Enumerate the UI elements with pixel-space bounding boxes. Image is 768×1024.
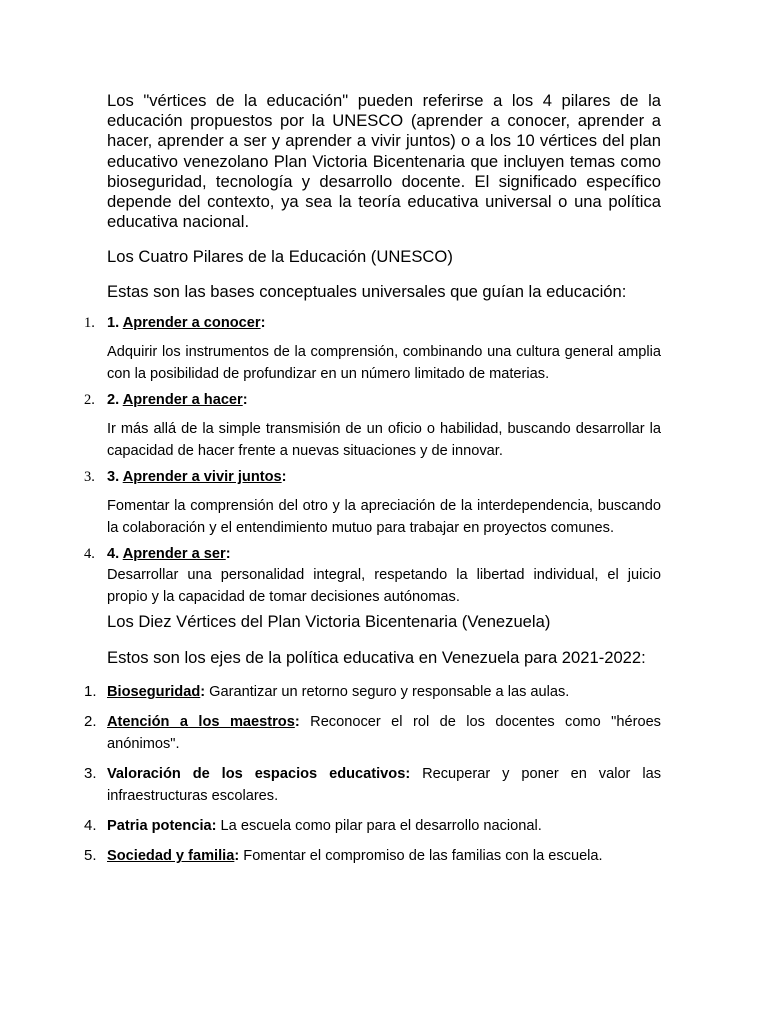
pillar-title [107, 313, 661, 333]
vertex-description: Recuperar y poner en valor las infraestructuras escolares. [107, 766, 661, 805]
vertex-colon: : [234, 848, 240, 865]
vertex-colon: : [200, 684, 206, 701]
pillar-number: 3. [107, 469, 123, 486]
vertex-term: Sociedad y familia [107, 848, 235, 865]
list-number: 4. [84, 817, 97, 835]
pillar-description: Ir más allá de la simple transmisión de un oficio o habilidad, buscando desarrollar la capacidad de hacer frente a nuevas situaciones y de innovar. [107, 421, 661, 460]
list-number: 1. [84, 315, 95, 332]
list-item [84, 390, 661, 462]
pillar-description: Desarrollar una personalidad integral, respetando la libertad individual, el juicio propio y la capacidad de tomar decisiones autónomas. [107, 567, 661, 606]
pillar-colon: : [260, 315, 266, 332]
section-lead-venezuela: Estos son los ejes de la política educativa en Venezuela para 2021-2022: [107, 648, 646, 668]
section-lead-unesco: Estas son las bases conceptuales universales que guían la educación: [107, 282, 627, 302]
vertex-text [107, 815, 661, 837]
vertex-term: Valoración de los espacios educativos: [107, 766, 411, 783]
pillar-number: 1. [107, 315, 123, 332]
list-item [84, 681, 661, 703]
section-heading-venezuela: Los Diez Vértices del Plan Victoria Bicentenaria (Venezuela) [107, 612, 551, 632]
pillar-number: 4. [107, 546, 123, 563]
list-number: 2. [84, 392, 95, 409]
pillar-colon: : [281, 469, 287, 486]
pillar-name: Aprender a conocer [122, 315, 261, 332]
intro-paragraph: Los "vértices de la educación" pueden referirse a los 4 pilares de la educación propuestos por la UNESCO (aprender a conocer, aprender a hacer, aprender a ser y aprender a vivir juntos) o a los 10 vértices del plan educativo venezolano Plan Victoria Bicentenaria que incluyen temas como bioseguridad, tecnología y desarrollo docente. El significado específico depende del contexto, ya sea la teoría educativa universal o una política educativa nacional. [107, 91, 661, 232]
vertex-description: La escuela como pilar para el desarrollo nacional. [216, 818, 542, 835]
list-number: 5. [84, 847, 97, 865]
list-item [84, 711, 661, 755]
vertex-term: Patria potencia: [107, 818, 217, 835]
pillar-title [107, 544, 661, 564]
pillar-colon: : [242, 392, 248, 409]
vertex-text [107, 711, 661, 755]
list-number: 4. [84, 546, 95, 563]
document-page [84, 91, 661, 867]
list-item [84, 544, 661, 608]
list-item [84, 313, 661, 385]
vertex-term: Bioseguridad [107, 684, 201, 701]
vertex-text [107, 845, 661, 867]
vertex-colon: : [294, 714, 300, 731]
vertex-text [107, 763, 661, 807]
list-number: 3. [84, 469, 95, 486]
list-item [84, 763, 661, 807]
pillar-description: Adquirir los instrumentos de la comprensión, combinando una cultura general amplia con la posibilidad de profundizar en un número limitado de materias. [107, 344, 661, 383]
list-item [84, 815, 661, 837]
list-number: 1. [84, 683, 97, 701]
section-heading-unesco: Los Cuatro Pilares de la Educación (UNESCO) [107, 247, 453, 267]
vertex-term: Atención a los maestros [107, 714, 295, 731]
vertex-description: Reconocer el rol de los docentes como "héroes anónimos". [107, 714, 661, 753]
pillar-description: Fomentar la comprensión del otro y la apreciación de la interdependencia, buscando la colaboración y el entendimiento mutuo para trabajar en proyectos comunes. [107, 498, 661, 537]
pillar-colon: : [225, 546, 231, 563]
vertex-description: Fomentar el compromiso de las familias con la escuela. [239, 848, 603, 865]
list-number: 3. [84, 765, 97, 783]
pillar-name: Aprender a vivir juntos [122, 469, 282, 486]
list-item [84, 845, 661, 867]
pillar-name: Aprender a ser [122, 546, 226, 563]
pillar-name: Aprender a hacer [122, 392, 243, 409]
pillar-title [107, 467, 661, 487]
pillar-number: 2. [107, 392, 123, 409]
list-item [84, 467, 661, 539]
pillar-title [107, 390, 661, 410]
vertex-description: Garantizar un retorno seguro y responsable a las aulas. [205, 684, 570, 701]
list-number: 2. [84, 713, 97, 731]
vertex-text [107, 681, 661, 703]
